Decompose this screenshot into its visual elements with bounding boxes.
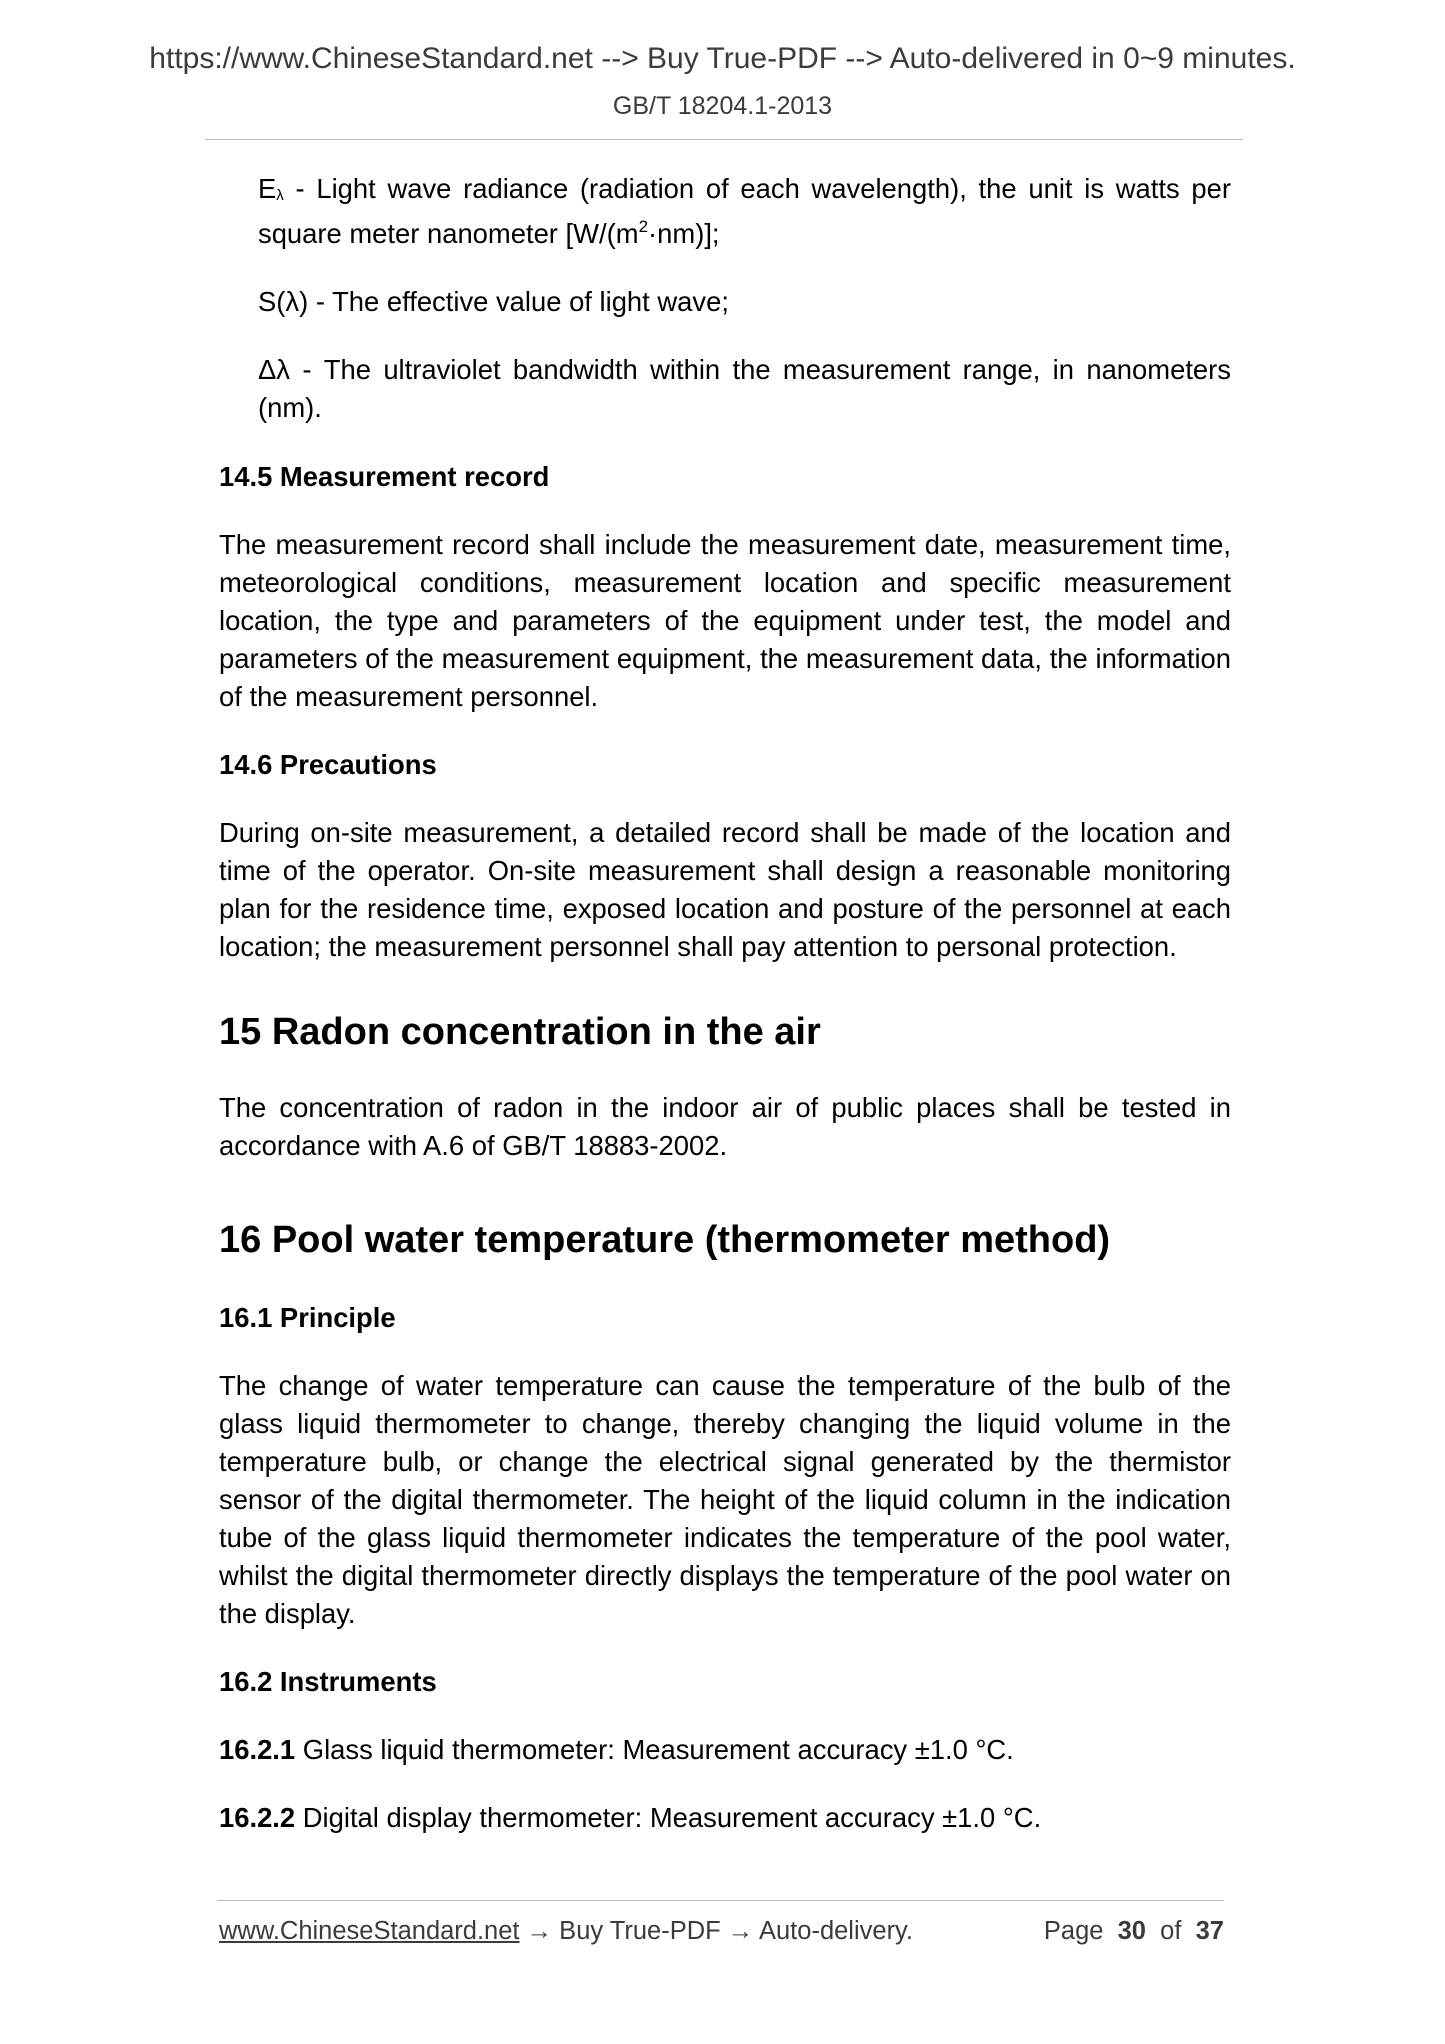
standard-code: GB/T 18204.1-2013 [612,92,833,120]
top-banner[interactable]: https://www.ChineseStandard.net --> Buy True-PDF --> Auto-delivered in 0~9 minutes. [149,42,1296,75]
e-lambda-subscript: λ [276,187,284,204]
paragraph-15: The concentration of radon in the indoor air of public places shall be tested in accordance with A.6 of GB/T 18883-2002. [219,1092,1231,1161]
paragraph-14-5: The measurement record shall include the measurement date, measurement time, meteorological conditions, measurement location and specific measurement location, the type and parameters of the equipment under test, the model and parameters of the measurement equipment, the measurement data, the information of the measurement personnel. [219,529,1231,712]
instrument-item [219,1731,1231,1769]
page-label: Page [1043,1917,1104,1945]
page-indicator [1044,1917,1224,1946]
page-footer [219,1917,1224,1946]
definition-e-lambda [219,170,1231,253]
heading-14-6: 14.6 Precautions [219,749,437,780]
item-text: Digital display thermometer: Measurement accuracy ±1.0 °C. [295,1802,1042,1833]
e-lambda-text: - Light wave radiance (radiation of each wavelength), the unit is watts per square meter nanometer [W/(m [258,173,1231,249]
definition-delta-lambda: Δλ - The ultraviolet bandwidth within the measurement range, in nanometers (nm). [258,354,1231,423]
total-pages: 37 [1195,1917,1224,1945]
page-content [219,170,1231,1837]
heading-16-1: 16.1 Principle [219,1302,396,1333]
item-number: 16.2.2 [219,1802,296,1833]
paragraph-16-1: The change of water temperature can cause the temperature of the bulb of the glass liquid thermometer to change, thereby changing the liquid volume in the temperature bulb, or change the electrical signal generated by the thermistor sensor of the digital thermometer. The height of the liquid column in the indication tube of the glass liquid thermometer indicates the temperature of the pool water, whilst the digital thermometer directly displays the temperature of the pool water on the display. [219,1370,1231,1629]
footer-divider [217,1900,1224,1901]
of-label: of [1160,1917,1182,1945]
heading-14-5: 14.5 Measurement record [219,461,550,492]
item-text: Glass liquid thermometer: Measurement accuracy ±1.0 °C. [295,1734,1014,1765]
e-lambda-text-end: ·nm)]; [648,218,720,249]
definition-s-lambda: S(λ) - The effective value of light wave; [258,286,729,317]
heading-16-2: 16.2 Instruments [219,1666,437,1697]
heading-15: 15 Radon concentration in the air [219,1011,821,1053]
e-lambda-symbol: E [258,173,277,204]
e-lambda-superscript: 2 [638,217,649,236]
instrument-item [219,1799,1231,1837]
paragraph-14-6: During on-site measurement, a detailed record shall be made of the location and time of the operator. On-site measurement shall design a reasonable monitoring plan for the residence time, exposed location and posture of the personnel at each location; the measurement personnel shall pay attention to personal protection. [219,817,1231,962]
item-number: 16.2.1 [219,1734,296,1765]
footer-tagline: → Buy True-PDF → Auto-delivery. [519,1917,913,1945]
heading-16: 16 Pool water temperature (thermometer method) [219,1219,1111,1261]
header-divider [205,139,1243,140]
footer-link[interactable]: www.ChineseStandard.net [219,1917,520,1945]
page-number: 30 [1117,1917,1146,1945]
